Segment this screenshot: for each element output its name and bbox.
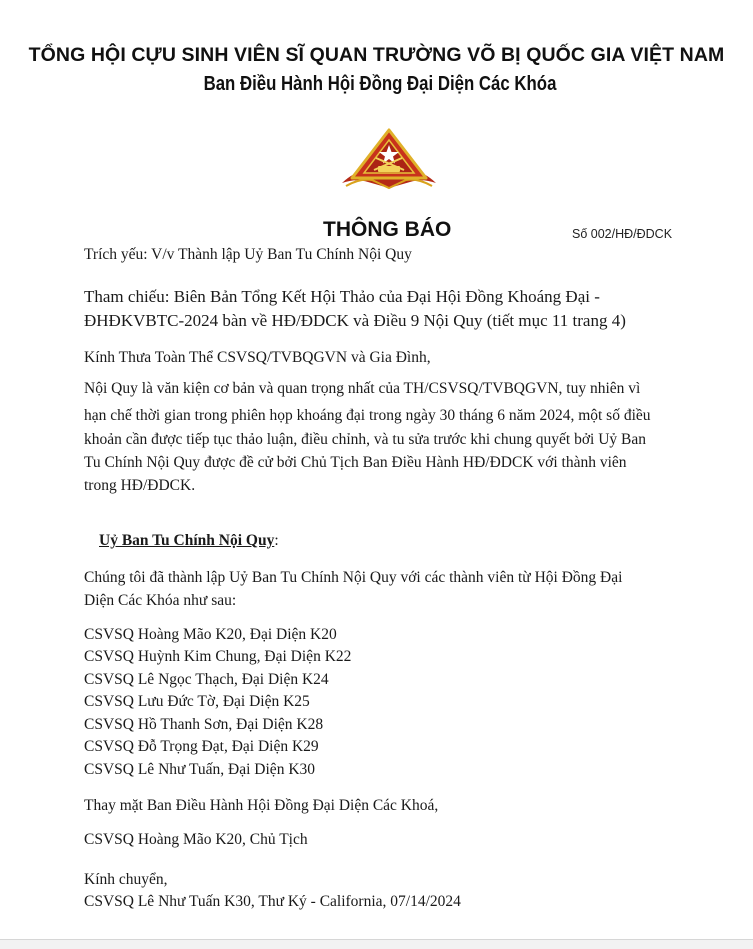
committee-intro-line: Diện Các Khóa như sau:	[84, 592, 237, 609]
body-line: hạn chế thời gian trong phiên họp khoáng đại trong ngày 30 tháng 6 năm 2024, một số điều	[84, 407, 651, 424]
member-item: CSVSQ Lưu Đức Tờ, Đại Diện K25	[84, 693, 310, 710]
document-number: Số 002/HĐ/ĐDCK	[572, 227, 673, 241]
board-title: Ban Điều Hành Hội Đồng Đại Diện Các Khóa	[203, 73, 557, 95]
secretary-signature: CSVSQ Lê Như Tuấn K30, Thư Ký - California, 07/14/2024	[84, 893, 461, 910]
committee-heading-colon: :	[274, 532, 279, 549]
summary-line: Trích yếu: V/v Thành lập Uỷ Ban Tu Chính Nội Quy	[84, 246, 412, 263]
body-line: trong HĐ/ĐDCK.	[84, 477, 196, 494]
closing-line: Kính chuyển,	[84, 871, 168, 888]
body-line: Nội Quy là văn kiện cơ bản và quan trọng nhất của TH/CSVSQ/TVBQGVN, tuy nhiên vì	[84, 380, 641, 397]
committee-heading-text: Uỷ Ban Tu Chính Nội Quy	[99, 532, 275, 549]
member-item: CSVSQ Lê Ngọc Thạch, Đại Diện K24	[84, 671, 329, 688]
body-line: khoản cần được tiếp tục thảo luận, điều chỉnh, và tu sửa trước khi chung quyết bởi Uỷ Ban	[84, 431, 647, 448]
body-line: Tu Chính Nội Quy được đề cử bởi Chủ Tịch Ban Điều Hành HĐ/ĐDCK với thành viên	[84, 454, 627, 471]
committee-intro-line: Chúng tôi đã thành lập Uỷ Ban Tu Chính Nội Quy với các thành viên từ Hội Đồng Đại	[84, 569, 623, 586]
member-item: CSVSQ Hồ Thanh Sơn, Đại Diện K28	[84, 716, 324, 733]
notice-title: THÔNG BÁO	[323, 218, 452, 241]
member-item: CSVSQ Huỳnh Kim Chung, Đại Diện K22	[84, 648, 352, 665]
on-behalf-line: Thay mặt Ban Điều Hành Hội Đồng Đại Diện Các Khoá,	[84, 797, 439, 814]
member-item: CSVSQ Hoàng Mão K20, Đại Diện K20	[84, 626, 337, 643]
salutation: Kính Thưa Toàn Thể CSVSQ/TVBQGVN và Gia Đình,	[84, 349, 431, 366]
member-item: CSVSQ Đỗ Trọng Đạt, Đại Diện K29	[84, 738, 319, 755]
reference-line-1: Tham chiếu: Biên Bản Tổng Kết Hội Thảo của Đại Hội Đồng Khoáng Đại -	[84, 287, 600, 306]
reference-line-2: ĐHĐKVBTC-2024 bàn về HĐ/ĐDCK và Điều 9 Nội Quy (tiết mục 11 trang 4)	[84, 311, 626, 330]
committee-heading	[99, 530, 279, 552]
member-item: CSVSQ Lê Như Tuấn, Đại Diện K30	[84, 761, 316, 778]
chairman-signature: CSVSQ Hoàng Mão K20, Chủ Tịch	[84, 831, 308, 848]
crest-emblem-icon	[340, 128, 438, 192]
organization-title: TỔNG HỘI CỰU SINH VIÊN SĨ QUAN TRƯỜNG VÕ BỊ QUỐC GIA VIỆT NAM	[28, 44, 725, 66]
